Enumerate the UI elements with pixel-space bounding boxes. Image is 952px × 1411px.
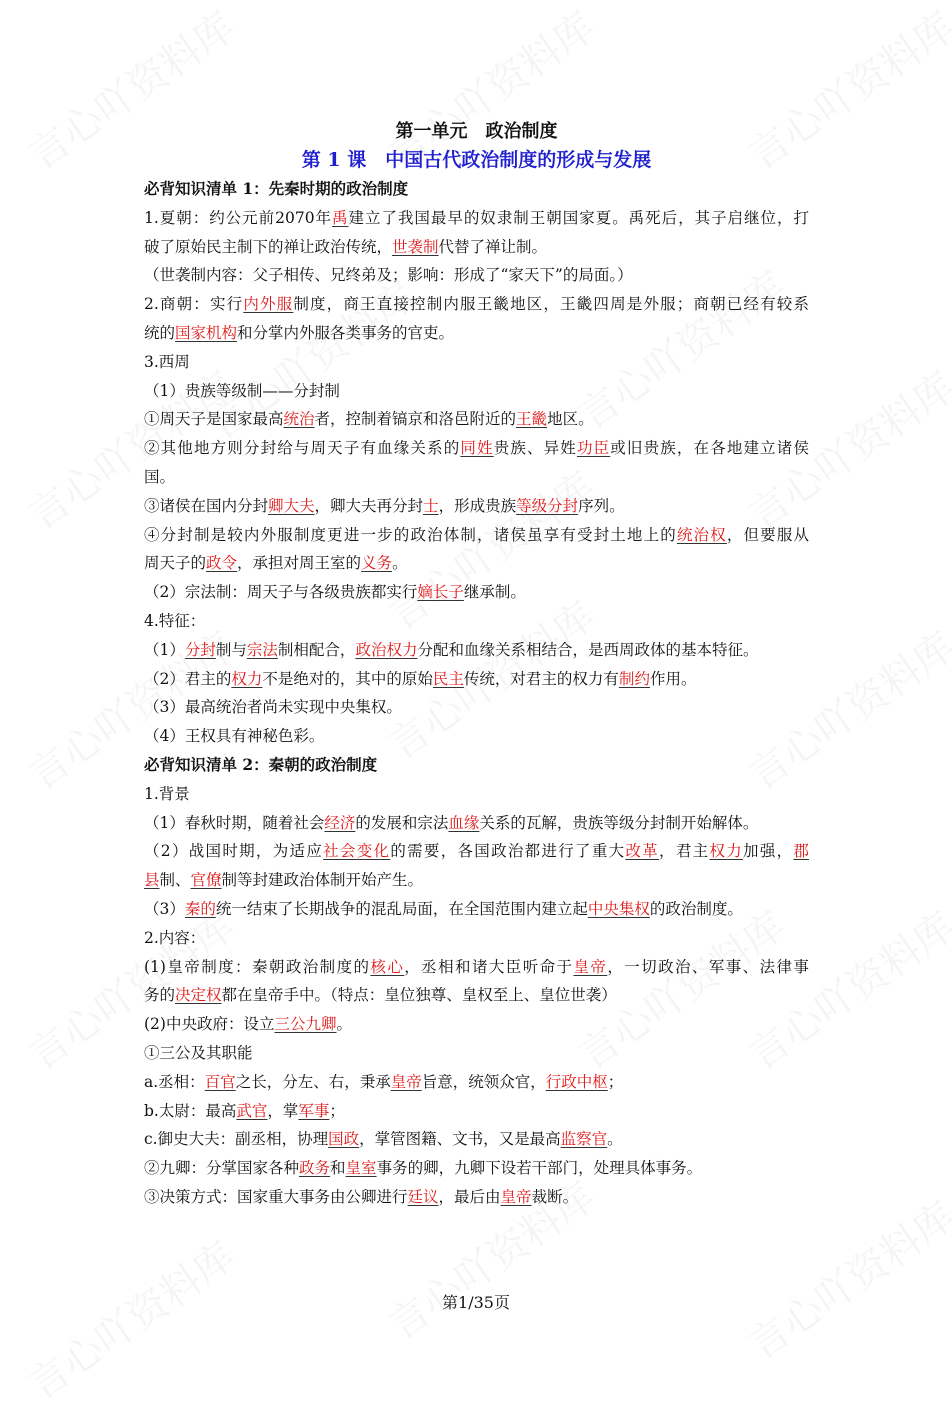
text-segment: 的发展和宗法 bbox=[355, 813, 449, 832]
key-term: 监察官 bbox=[560, 1130, 608, 1149]
key-term: 皇帝 bbox=[573, 957, 608, 976]
text-segment: 制度，商王直接控制内服王畿地区，王畿四周是外服；商朝已经有较系 bbox=[293, 295, 809, 314]
text-line bbox=[144, 924, 809, 953]
key-term: 决定权 bbox=[175, 986, 222, 1005]
text-segment: a.丞相： bbox=[144, 1072, 205, 1091]
section-heading bbox=[144, 175, 809, 204]
key-term: 核心 bbox=[370, 957, 405, 976]
text-segment: ，丞相和诸大臣听命于 bbox=[404, 957, 574, 976]
text-segment: 3.西周 bbox=[144, 352, 190, 371]
text-segment: 者，控制着镐京和洛邑附近的 bbox=[314, 410, 517, 429]
text-segment: b.太尉：最高 bbox=[144, 1101, 237, 1120]
text-segment: 都在皇帝手中。（特点：皇位独尊、皇权至上、皇位世袭） bbox=[221, 986, 617, 1005]
text-line bbox=[144, 204, 809, 233]
watermark-text bbox=[735, 1186, 952, 1370]
text-segment: 旨意，统领众官， bbox=[421, 1072, 546, 1091]
text-segment: ，掌管图籍、文书，又是最高 bbox=[359, 1130, 561, 1149]
text-line bbox=[144, 319, 809, 348]
text-line bbox=[144, 233, 809, 262]
key-term: 功臣 bbox=[576, 439, 611, 458]
text-segment: 传统，对君主的权力有 bbox=[463, 669, 619, 688]
key-term: 行政中枢 bbox=[545, 1072, 608, 1091]
text-segment: （世袭制内容：父子相传、兄终弟及；影响：形成了“家天下”的局面。） bbox=[144, 266, 633, 285]
key-term: 义务 bbox=[361, 554, 393, 573]
text-segment: 加强， bbox=[743, 842, 794, 861]
text-line bbox=[144, 809, 809, 838]
text-line bbox=[144, 837, 809, 866]
text-segment: 序列。 bbox=[578, 496, 625, 515]
text-line bbox=[144, 521, 809, 550]
text-segment: 1.夏朝：约公元前2070年 bbox=[144, 208, 333, 227]
text-segment: ②九卿：分掌国家各种 bbox=[144, 1159, 300, 1178]
page-number: 第1/35页 bbox=[442, 1293, 510, 1312]
key-term: 统治 bbox=[283, 410, 315, 429]
key-term: 世袭制 bbox=[392, 237, 439, 256]
text-lines bbox=[144, 175, 809, 1212]
text-segment: 代替了禅让制。 bbox=[438, 237, 548, 256]
text-segment: ③诸侯在国内分封 bbox=[144, 496, 269, 515]
text-segment: ①三公及其职能 bbox=[144, 1043, 253, 1062]
key-term: 卿大夫 bbox=[268, 496, 315, 515]
text-segment: ，君主 bbox=[659, 842, 710, 861]
text-segment: （4）王权具有神秘色彩。 bbox=[144, 727, 325, 746]
text-segment: 关系的瓦解，贵族等级分封制开始解体。 bbox=[479, 813, 759, 832]
text-line bbox=[144, 348, 809, 377]
text-segment: 不是绝对的，其中的原始 bbox=[262, 669, 433, 688]
text-line bbox=[144, 953, 809, 982]
text-line bbox=[144, 693, 809, 722]
text-segment: 必背知识清单 2：秦朝的政治制度 bbox=[144, 754, 378, 774]
key-term: 制约 bbox=[618, 669, 650, 688]
text-line bbox=[144, 578, 809, 607]
key-term: 官僚 bbox=[190, 871, 222, 890]
text-segment: 。 bbox=[336, 1015, 352, 1034]
key-term: 士 bbox=[423, 496, 439, 515]
key-term: 分封 bbox=[184, 640, 216, 659]
text-segment: 制等封建政治体制开始产生。 bbox=[221, 871, 424, 890]
text-segment: 2.内容： bbox=[144, 928, 206, 947]
text-segment: （2）战国时期，为适应 bbox=[144, 842, 324, 861]
text-segment: ③决策方式：国家重大事务由公卿进行 bbox=[144, 1187, 408, 1206]
key-term: 百官 bbox=[204, 1072, 236, 1091]
key-term: 权力 bbox=[231, 669, 263, 688]
key-term: 皇室 bbox=[345, 1159, 377, 1178]
text-line bbox=[144, 780, 809, 809]
text-line bbox=[144, 290, 809, 319]
text-segment: 事务的卿，九卿下设若干部门，处理具体事务。 bbox=[376, 1159, 703, 1178]
text-segment: 和 bbox=[330, 1159, 346, 1178]
watermark-text bbox=[15, 1226, 244, 1410]
key-term: 统治权 bbox=[676, 525, 727, 544]
text-line bbox=[144, 1010, 809, 1039]
key-term: 社会变化 bbox=[323, 842, 391, 861]
text-segment: （1） bbox=[144, 640, 185, 659]
text-segment: 4.特征： bbox=[144, 611, 206, 630]
key-term: 改革 bbox=[625, 842, 660, 861]
text-segment: 务的 bbox=[144, 986, 176, 1005]
text-segment: ，掌 bbox=[267, 1101, 299, 1120]
text-segment: 必背知识清单 1：先秦时期的政治制度 bbox=[144, 179, 409, 198]
text-segment: 建立了我国最早的奴隶制王朝国家夏。禹死后，其子启继位，打 bbox=[348, 208, 809, 227]
key-term: 中央集权 bbox=[587, 899, 650, 918]
key-term: 三公九卿 bbox=[274, 1015, 337, 1034]
text-segment: 制相配合， bbox=[277, 640, 356, 659]
text-line bbox=[144, 377, 809, 406]
text-segment: ，卿大夫再分封 bbox=[314, 496, 424, 515]
key-term: 政令 bbox=[206, 554, 238, 573]
text-line bbox=[144, 866, 809, 895]
text-line bbox=[144, 636, 809, 665]
text-segment: 的需要，各国政治都进行了重大 bbox=[390, 842, 626, 861]
text-line bbox=[144, 722, 809, 751]
text-line bbox=[144, 549, 809, 578]
text-segment: ，但要服从 bbox=[726, 525, 809, 544]
key-term: 政务 bbox=[299, 1159, 331, 1178]
text-line bbox=[144, 463, 809, 492]
text-line bbox=[144, 405, 809, 434]
text-segment: ②其他地方则分封给与周天子有血缘关系的 bbox=[144, 439, 461, 458]
document-body bbox=[144, 117, 809, 1212]
key-term: 等级分封 bbox=[516, 496, 579, 515]
lesson-title: 第 1 课 中国古代政治制度的形成与发展 bbox=[301, 149, 652, 171]
text-segment: 继承制。 bbox=[463, 583, 526, 602]
key-term: 内外服 bbox=[243, 295, 294, 314]
text-segment: 统一结束了长期战争的混乱局面，在全国范围内建立起 bbox=[215, 899, 588, 918]
text-line bbox=[144, 895, 809, 924]
key-term: 同姓 bbox=[460, 439, 494, 458]
key-term: 军事 bbox=[298, 1101, 330, 1120]
text-segment: 破了原始民主制下的禅让政治传统， bbox=[144, 237, 393, 256]
text-segment: 。 bbox=[607, 1130, 623, 1149]
text-line bbox=[144, 1125, 809, 1154]
key-term: 皇帝 bbox=[500, 1187, 532, 1206]
text-segment: 地区。 bbox=[547, 410, 594, 429]
text-line bbox=[144, 492, 809, 521]
text-segment: 制、 bbox=[159, 871, 191, 890]
text-segment: （2）君主的 bbox=[144, 669, 232, 688]
text-segment: ①周天子是国家最高 bbox=[144, 410, 284, 429]
text-segment: ； bbox=[329, 1101, 345, 1120]
text-segment: 2.商朝：实行 bbox=[144, 295, 244, 314]
key-term: 嫡长子 bbox=[417, 583, 464, 602]
text-line bbox=[144, 981, 809, 1010]
text-segment: 统的 bbox=[144, 323, 176, 342]
key-term: 皇帝 bbox=[390, 1072, 422, 1091]
text-segment: ； bbox=[607, 1072, 624, 1091]
text-segment: （1）贵族等级制——分封制 bbox=[144, 381, 340, 400]
text-segment: 裁断。 bbox=[531, 1187, 579, 1206]
key-term: 县 bbox=[144, 871, 160, 890]
key-term: 国政 bbox=[328, 1130, 360, 1149]
text-segment: ，一切政治、军事、法律事 bbox=[607, 957, 809, 976]
text-segment: ，形成贵族 bbox=[438, 496, 517, 515]
text-segment: 和分掌内外服各类事务的官吏。 bbox=[237, 323, 455, 342]
text-segment: 之长，分左、右，秉承 bbox=[235, 1072, 391, 1091]
key-term: 郡 bbox=[793, 842, 809, 861]
text-segment: （2）宗法制：周天子与各级贵族都实行 bbox=[144, 583, 418, 602]
unit-title: 第一单元 政治制度 bbox=[395, 121, 558, 142]
key-term: 国家机构 bbox=[175, 323, 238, 342]
text-segment: ，承担对周王室的 bbox=[237, 554, 362, 573]
text-segment: ④分封制是较内外服制度更进一步的政治体制，诸侯虽享有受封土地上的 bbox=[144, 525, 677, 544]
text-segment: c.御史大夫：副丞相，协理 bbox=[144, 1130, 329, 1149]
text-segment: 。 bbox=[392, 554, 408, 573]
text-segment: （1）春秋时期，随着社会 bbox=[144, 813, 325, 832]
text-segment: (2)中央政府：设立 bbox=[144, 1015, 275, 1034]
text-line bbox=[144, 261, 809, 290]
key-term: 民主 bbox=[432, 669, 464, 688]
text-segment: 制与 bbox=[215, 640, 247, 659]
key-term: 廷议 bbox=[407, 1187, 439, 1206]
text-segment: 分配和血缘关系相结合，是西周政体的基本特征。 bbox=[417, 640, 759, 659]
key-term: 权力 bbox=[709, 842, 744, 861]
text-segment: 或旧贵族，在各地建立诸侯 bbox=[610, 439, 809, 458]
key-term: 王畿 bbox=[516, 410, 548, 429]
text-segment: 作用。 bbox=[649, 669, 697, 688]
text-segment: 的政治制度。 bbox=[649, 899, 743, 918]
text-line bbox=[144, 665, 809, 694]
key-term: 秦的 bbox=[184, 899, 216, 918]
key-term: 武官 bbox=[236, 1101, 268, 1120]
text-line bbox=[144, 1039, 809, 1068]
text-line bbox=[144, 1183, 809, 1212]
text-segment: (1)皇帝制度：秦朝政治制度的 bbox=[144, 957, 371, 976]
text-line bbox=[144, 607, 809, 636]
text-line bbox=[144, 1097, 809, 1126]
key-term: 血缘 bbox=[448, 813, 480, 832]
text-segment: 周天子的 bbox=[144, 554, 207, 573]
key-term: 宗法 bbox=[246, 640, 278, 659]
key-term: 政治权力 bbox=[355, 640, 418, 659]
key-term: 禹 bbox=[332, 208, 349, 227]
key-term: 经济 bbox=[324, 813, 356, 832]
text-segment: （3） bbox=[144, 899, 185, 918]
text-line bbox=[144, 1068, 809, 1097]
text-line bbox=[144, 1154, 809, 1183]
text-line bbox=[144, 434, 809, 463]
section-heading bbox=[144, 751, 809, 780]
text-segment: 1.背景 bbox=[144, 784, 190, 803]
text-segment: （3）最高统治者尚未实现中央集权。 bbox=[144, 698, 402, 717]
text-segment: 贵族、异姓 bbox=[493, 439, 577, 458]
text-segment: ，最后由 bbox=[438, 1187, 501, 1206]
text-segment: 国。 bbox=[144, 467, 176, 486]
